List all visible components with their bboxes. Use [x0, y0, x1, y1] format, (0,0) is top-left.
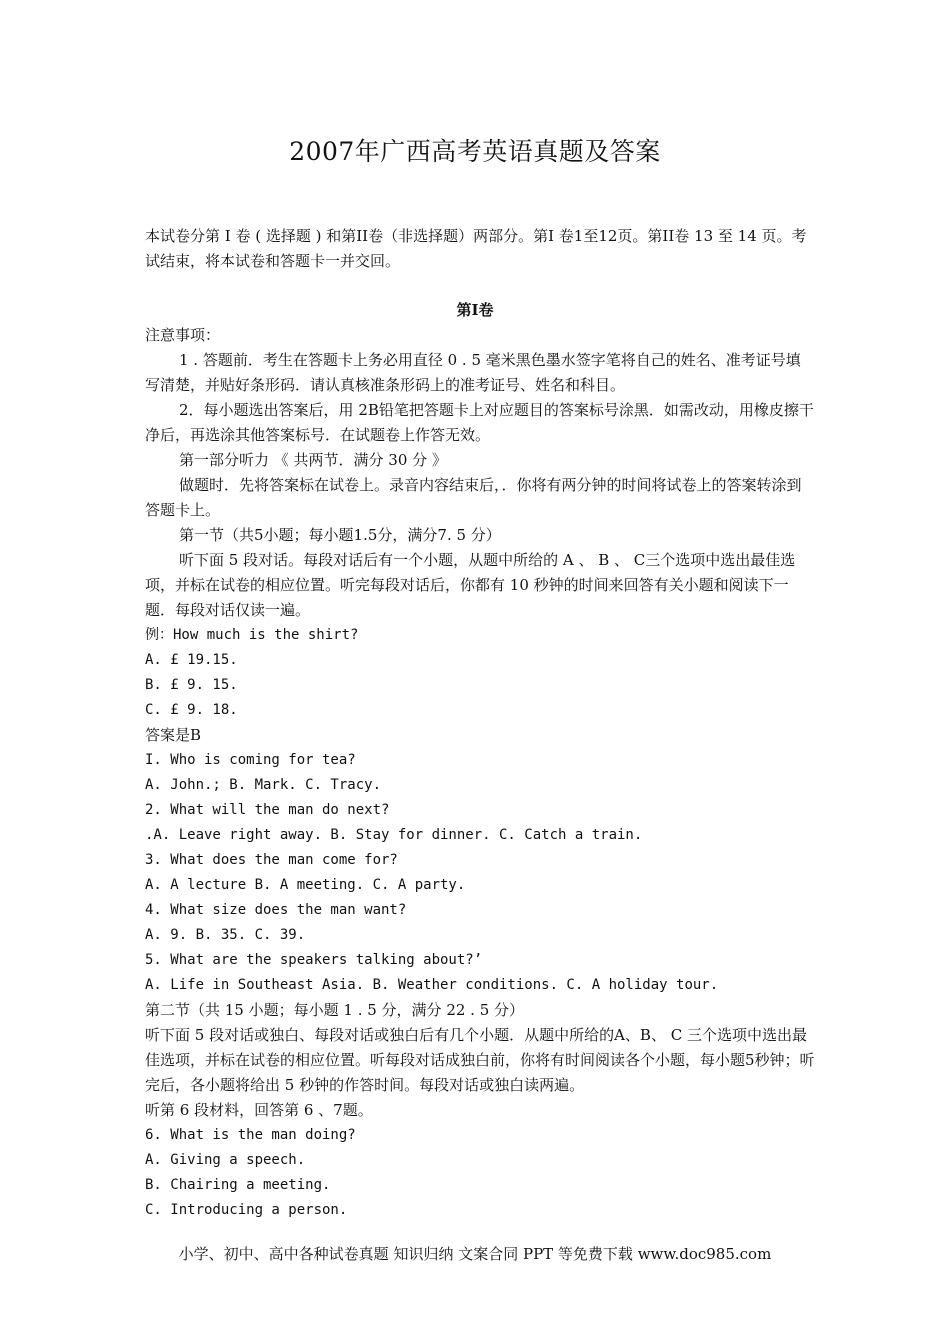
document-title: 2007年广西高考英语真题及答案 [289, 137, 661, 166]
question-6-option-a: A. Giving a speech. [145, 1152, 306, 1168]
question-6: 6. What is the man doing? [145, 1127, 356, 1143]
question-2: 2. What will the man do next? [145, 802, 390, 818]
volume-heading: 第I卷 [456, 301, 494, 319]
notice-label: 注意事项： [145, 326, 221, 344]
question-4: 4. What size does the man want? [145, 902, 407, 918]
section1-heading: 第一节（共5小题；每小题1.5分，满分7. 5 分） [179, 526, 501, 544]
question-6-option-c: C. Introducing a person. [145, 1202, 348, 1218]
question-6-option-b: B. Chairing a meeting. [145, 1177, 331, 1193]
example-answer: 答案是B [145, 726, 202, 744]
question-3-options: A. A lecture B. A meeting. C. A party. [145, 877, 466, 893]
question-4-options: A. 9. B. 35. C. 39. [145, 927, 306, 943]
material6-heading: 听第 6 段材料，回答第 6 、7题。 [145, 1101, 373, 1119]
document-body [145, 323, 815, 1223]
question-2-options: .A. Leave right away. B. Stay for dinner. C. Catch a train. [145, 827, 643, 843]
page-footer: 小学、初中、高中各种试卷真题 知识归纳 文案合同 PPT 等免费下载 www.doc985.com [178, 1245, 772, 1263]
question-5-options: A. Life in Southeast Asia. B. Weather conditions. C. A holiday tour. [145, 977, 719, 993]
section2-instructions: 听下面 5 段对话或独白、每段对话或独白后有几个小题．从题中所给的A、B、 C 三个选项中选出最佳选项，并标在试卷的相应位置。听每段对话成独白前，你将有时间阅读各个小题，每小题5秒钟；听完后，各小题将给出 5 秒钟的作答时间。每段对话或独白读两遍。 [145, 1026, 815, 1094]
notice-item-2: 2．每小题选出答案后，用 2B铅笔把答题卡上对应题目的答案标号涂黑．如需改动，用橡皮擦干净后，再选涂其他答案标号．在试题卷上作答无效。 [145, 401, 814, 444]
question-1: I. Who is coming for tea? [145, 752, 356, 768]
part1-heading: 第一部分听力 《 共两节．满分 30 分 》 [179, 451, 447, 469]
question-5: 5. What are the speakers talking about?’ [145, 952, 483, 968]
part1-instructions: 做题时．先将答案标在试卷上。录音内容结束后，．你将有两分钟的时间将试卷上的答案转涂到答题卡上。 [145, 476, 802, 519]
section2-heading: 第二节（共 15 小题；每小题 1 . 5 分，满分 22 . 5 分） [145, 1001, 525, 1019]
section1-instructions: 听下面 5 段对话。每段对话后有一个小题，从题中所给的 A 、 B 、 C三个选项中选出最佳选项，并标在试卷的相应位置。听完每段对话后，你都有 10 秒钟的时间来回答有关小题和阅读下一题．每段对话仅读一遍。 [145, 551, 796, 619]
question-1-options: A. John.; B. Mark. C. Tracy. [145, 777, 382, 793]
question-3: 3. What does the man come for? [145, 852, 398, 868]
example-option-a: A. £ 19.15. [145, 652, 238, 668]
notice-item-1: 1 . 答题前．考生在答题卡上务必用直径 0 . 5 毫米黑色墨水签字笔将自己的姓名、准考证号填写清楚，并贴好条形码．请认真核准条形码上的准考证号、姓名和科目。 [145, 351, 801, 394]
example-option-b: B. £ 9. 15. [145, 677, 238, 693]
example-question: 例：How much is the shirt? [145, 627, 359, 643]
example-option-c: C. £ 9. 18. [145, 702, 238, 718]
intro-paragraph: 本试卷分第 I 卷 ( 选择题 ) 和第II卷（非选择题）两部分。第I 卷1至12页。第II卷 13 至 14 页。考试结束，将本试卷和答题卡一并交回。 [145, 227, 807, 270]
